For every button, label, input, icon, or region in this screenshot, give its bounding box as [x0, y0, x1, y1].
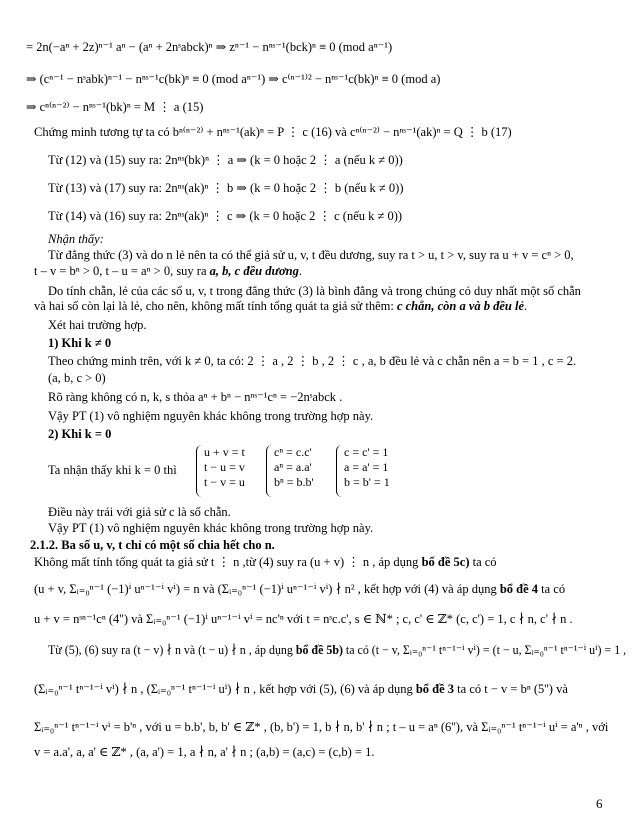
- eq-line-2: ⇒ (cⁿ⁻¹ − nˢabk)ⁿ⁻¹ − nⁿˢ⁻¹c(bk)ⁿ ≡ 0 (mod aⁿ⁻¹) ⇒ c⁽ⁿ⁻¹⁾² − nⁿˢ⁻¹c(bk)ⁿ ≡ 0 (mod a): [26, 72, 441, 86]
- system-col-3: c = c' = 1 a = a' = 1 b = b' = 1: [344, 445, 390, 489]
- two-cases: Xét hai trường hợp.: [48, 318, 147, 332]
- observation-heading: Nhận thấy:: [48, 232, 104, 246]
- system-brace-3: [336, 445, 343, 497]
- case-1-conclusion: Vậy PT (1) vô nghiệm nguyên khác không trong trường hợp này.: [48, 409, 374, 423]
- section-para-3: u + v = nˢⁿ⁻¹cⁿ (4'') và Σᵢ₌₀ⁿ⁻¹ (−1)ⁱ uⁿ⁻¹⁻ⁱ vⁱ = nc'ⁿ với t = nˢc.c', s ∈ ℕ* ; c, c' ∈ ℤ* (c, c') = 1, c ∤ n, c' ∤ n .: [34, 612, 573, 626]
- system-brace-1: [196, 445, 203, 497]
- deduction-14-16: Từ (14) và (16) suy ra: 2nⁿˢ(ak)ⁿ ⋮ c ⇒ (k = 0 hoặc 2 ⋮ c (nếu k ≠ 0)): [48, 209, 403, 223]
- observation-para-2: t – v = bⁿ > 0, t – u = aⁿ > 0, suy ra a, b, c đều dương.: [34, 264, 302, 278]
- system-col-2: cⁿ = c.c' aⁿ = a.a' bⁿ = b.b': [274, 445, 314, 489]
- system-col-1: u + v = t t − u = v t − v = u: [204, 445, 245, 489]
- case-1-para-1: Theo chứng minh trên, với k ≠ 0, ta có: 2 ⋮ a , 2 ⋮ b , 2 ⋮ c , a, b đều lẻ và c chẵn nên a = b = 1 , c = 2.: [48, 354, 577, 368]
- page-number: 6: [596, 796, 603, 811]
- section-para-4: Từ (5), (6) suy ra (t − v) ∤ n và (t − u) ∤ n , áp dụng bổ đề 5b) ta có (t − v, Σᵢ₌₀ⁿ⁻¹ tⁿ⁻¹⁻ⁱ vⁱ) = (t − u, Σᵢ₌₀ⁿ⁻¹ tⁿ⁻¹⁻ⁱ uⁱ) = 1 ,: [48, 643, 627, 657]
- case-2-conclusion: Vậy PT (1) vô nghiệm nguyên khác không trong trường hợp này.: [48, 521, 374, 535]
- section-para-1: Không mất tính tổng quát ta giả sử t ⋮ n ,từ (4) suy ra (u + v) ⋮ n , áp dụng bổ đề 5c) ta có: [34, 555, 497, 569]
- deduction-12-15: Từ (12) và (15) suy ra: 2nⁿˢ(bk)ⁿ ⋮ a ⇒ (k = 0 hoặc 2 ⋮ a (nếu k ≠ 0)): [48, 153, 403, 167]
- section-para-5: (Σᵢ₌₀ⁿ⁻¹ tⁿ⁻¹⁻ⁱ vⁱ) ∤ n , (Σᵢ₌₀ⁿ⁻¹ tⁿ⁻¹⁻ⁱ uⁱ) ∤ n , kết hợp với (5), (6) và áp dụng bổ đề 3 ta có t − v = bⁿ (5'') và: [34, 682, 568, 696]
- parity-para-1: Do tính chẵn, lẻ của các số u, v, t trong đẳng thức (3) là bình đẳng và trong chúng có duy nhất một số chẵn: [48, 284, 581, 298]
- eq-line-1: = 2n(−aⁿ + 2z)ⁿ⁻¹ aⁿ − (aⁿ + 2nˢabck)ⁿ ⇒ zⁿ⁻¹ − nⁿˢ⁻¹(bck)ⁿ ≡ 0 (mod aⁿ⁻¹): [26, 40, 393, 54]
- observation-para-1: Từ đẳng thức (3) và do n lẻ nên ta có thể giả sử u, v, t đều dương, suy ra t > u, t > v, suy ra u + v = cⁿ > 0,: [48, 248, 574, 262]
- contradiction: Điều này trái với giả sử c là số chẵn.: [48, 505, 231, 519]
- section-para-6: Σᵢ₌₀ⁿ⁻¹ tⁿ⁻¹⁻ⁱ vⁱ = b'ⁿ , với u = b.b', b, b' ∈ ℤ* , (b, b') = 1, b ∤ n, b' ∤ n ; t – u = aⁿ (6''), và Σᵢ₌₀ⁿ⁻¹ tⁿ⁻¹⁻ⁱ uⁱ = a'ⁿ , với: [34, 720, 609, 734]
- proof-16-17: Chứng minh tương tự ta có bⁿ⁽ⁿ⁻²⁾ + nⁿˢ⁻¹(ak)ⁿ = P ⋮ c (16) và cⁿ⁽ⁿ⁻²⁾ − nⁿˢ⁻¹(ak)ⁿ = Q ⋮ b (17): [34, 125, 512, 139]
- eq-line-3: ⇒ cⁿ⁽ⁿ⁻²⁾ − nⁿˢ⁻¹(bk)ⁿ = M ⋮ a (15): [26, 100, 204, 114]
- case-1-para-2: (a, b, c > 0): [48, 371, 106, 385]
- case-2-heading: 2) Khi k = 0: [48, 427, 112, 441]
- case-2-intro: Ta nhận thấy khi k = 0 thì: [48, 463, 177, 477]
- case-1-para-3: Rõ ràng không có n, k, s thỏa aⁿ + bⁿ − nⁿˢ⁻¹cⁿ = −2nˢabck .: [48, 390, 343, 404]
- case-1-heading: 1) Khi k ≠ 0: [48, 336, 112, 350]
- deduction-13-17: Từ (13) và (17) suy ra: 2nⁿˢ(ak)ⁿ ⋮ b ⇒ (k = 0 hoặc 2 ⋮ b (nếu k ≠ 0)): [48, 181, 404, 195]
- section-para-7: v = a.a', a, a' ∈ ℤ* , (a, a') = 1, a ∤ n, a' ∤ n ; (a,b) = (a,c) = (c,b) = 1.: [34, 745, 375, 759]
- section-2-1-2: 2.1.2. Ba số u, v, t chỉ có một số chia hết cho n.: [30, 538, 275, 552]
- system-brace-2: [266, 445, 273, 497]
- section-para-2: (u + v, Σᵢ₌₀ⁿ⁻¹ (−1)ⁱ uⁿ⁻¹⁻ⁱ vⁱ) = n và (Σᵢ₌₀ⁿ⁻¹ (−1)ⁱ uⁿ⁻¹⁻ⁱ vⁱ) ∤ n² , kết hợp với (4) và áp dụng bổ đề 4 ta có: [34, 582, 566, 596]
- parity-para-2: và hai số còn lại là lẻ, cho nên, không mất tính tổng quát ta giả sử thêm: c chẵn, còn a và b đều lẻ.: [34, 299, 528, 313]
